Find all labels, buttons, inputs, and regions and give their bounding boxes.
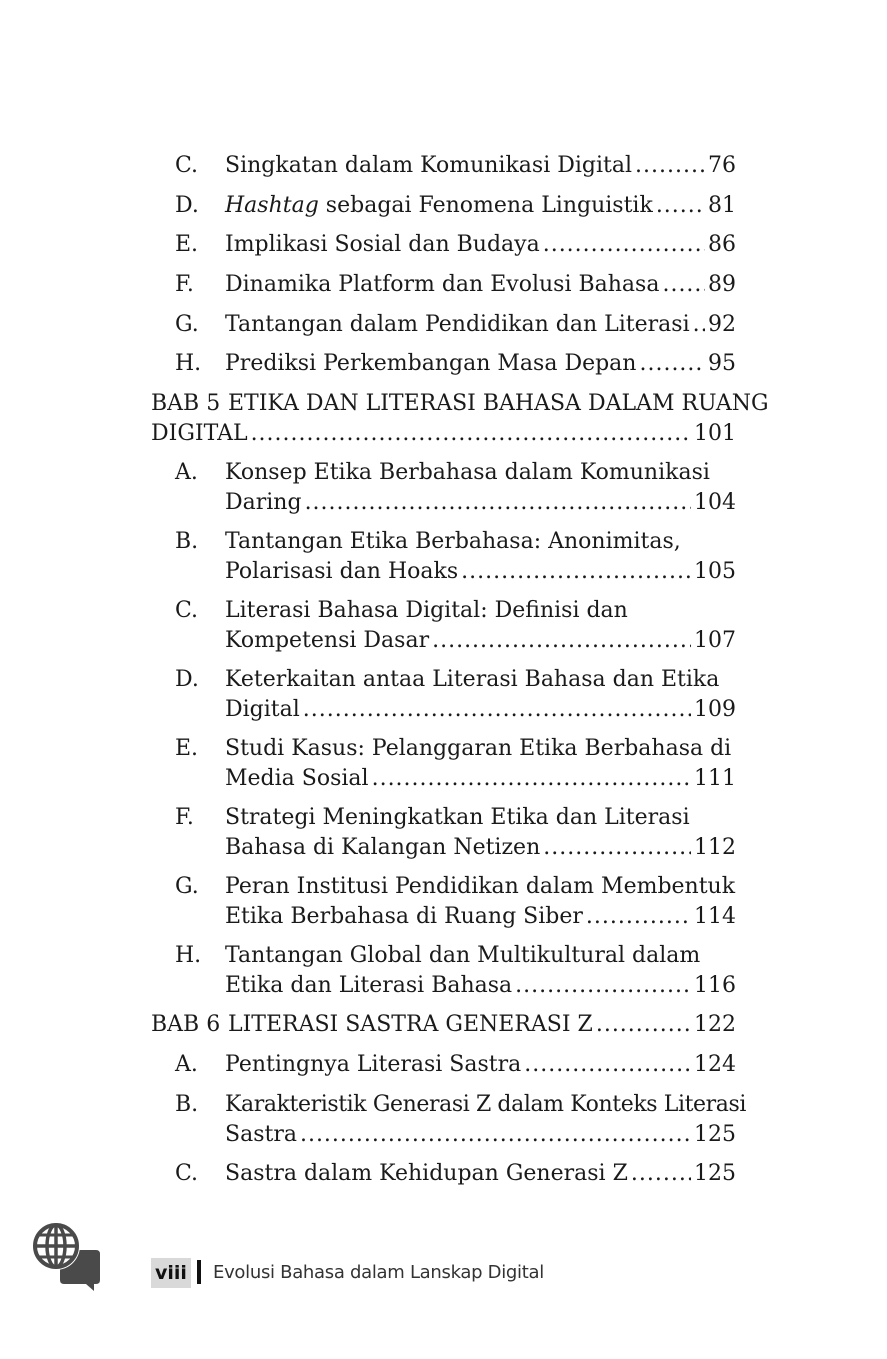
chapter-label: BAB 5 <box>151 391 221 416</box>
page-number: viii <box>151 1258 191 1288</box>
entry-page: 114 <box>694 904 736 929</box>
chapter-page: 101 <box>694 421 736 446</box>
entry-title: Konsep Etika Berbahasa dalam Komunikasi <box>225 460 710 485</box>
book-title: Evolusi Bahasa dalam Lanskap Digital <box>213 1262 544 1283</box>
leader-dots <box>543 833 691 863</box>
chapter-title: LITERASI SASTRA GENERASI Z <box>228 1012 593 1037</box>
entry-letter: A. <box>175 460 198 485</box>
entry-letter: B. <box>175 1092 199 1117</box>
leader-dots <box>305 488 691 518</box>
entry-title-cont: Kompetensi Dasar <box>225 628 430 653</box>
entry-page: 111 <box>694 766 736 791</box>
entry-title: Pentingnya Literasi Sastra <box>225 1052 522 1077</box>
leader-dots <box>693 310 705 340</box>
entry-title: Karakteristik Generasi Z dalam Konteks Literasi <box>225 1092 747 1117</box>
entry-letter: E. <box>175 232 199 257</box>
entry-title: Tantangan dalam Pendidikan dan Literasi <box>225 312 690 337</box>
entry-title-cont: Etika Berbahasa di Ruang Siber <box>225 904 583 929</box>
leader-dots <box>300 1120 691 1150</box>
entry-letter: C. <box>175 1161 199 1186</box>
entry-title: Tantangan Global dan Multikultural dalam <box>225 943 701 968</box>
entry-title: Literasi Bahasa Digital: Definisi dan <box>225 598 628 623</box>
entry-page: 116 <box>694 973 736 998</box>
entry-page: 76 <box>708 153 736 178</box>
chapter-label: BAB 6 <box>151 1012 221 1037</box>
leader-dots <box>515 971 691 1001</box>
leader-dots <box>631 1159 691 1189</box>
entry-page: 89 <box>708 272 736 297</box>
entry-letter: G. <box>175 874 199 899</box>
entry-title: Studi Kasus: Pelanggaran Etika Berbahasa di <box>225 736 732 761</box>
entry-title: Dinamika Platform dan Evolusi Bahasa <box>225 272 660 297</box>
entry-title: Tantangan Etika Berbahasa: Anonimitas, <box>225 529 681 554</box>
entry-title: Singkatan dalam Komunikasi Digital <box>225 153 633 178</box>
entry-page: 112 <box>694 835 736 860</box>
entry-page: 81 <box>708 193 736 218</box>
entry-title-cont: Media Sosial <box>225 766 369 791</box>
leader-dots <box>524 1050 691 1080</box>
entry-title-rest: sebagai Fenomena Linguistik <box>318 193 653 218</box>
entry-page: 125 <box>694 1161 736 1186</box>
entry-title: Implikasi Sosial dan Budaya <box>225 232 540 257</box>
leader-dots <box>596 1010 691 1040</box>
entry-page: 125 <box>694 1122 736 1147</box>
footer-divider <box>197 1260 201 1284</box>
entry-title-cont: Etika dan Literasi Bahasa <box>225 973 513 998</box>
leader-dots <box>461 557 691 587</box>
entry-letter: H. <box>175 351 202 376</box>
leader-dots <box>662 270 705 300</box>
entry-letter: G. <box>175 312 199 337</box>
chapter-title-cont: DIGITAL <box>151 421 248 446</box>
entry-page: 109 <box>694 697 736 722</box>
entry-title-cont: Daring <box>225 490 302 515</box>
entry-title-cont: Bahasa di Kalangan Netizen <box>225 835 541 860</box>
entry-letter: H. <box>175 943 202 968</box>
entry-title-cont: Polarisasi dan Hoaks <box>225 559 459 584</box>
leader-dots <box>635 151 705 181</box>
entry-letter: A. <box>175 1052 198 1077</box>
leader-dots <box>656 191 705 221</box>
entry-letter: C. <box>175 598 199 623</box>
leader-dots <box>586 902 691 932</box>
entry-page: 86 <box>708 232 736 257</box>
entry-page: 107 <box>694 628 736 653</box>
entry-page: 124 <box>694 1052 736 1077</box>
entry-page: 104 <box>694 490 736 515</box>
leader-dots <box>251 419 691 449</box>
leader-dots <box>372 764 691 794</box>
entry-title: Peran Institusi Pendidikan dalam Membentuk <box>225 874 736 899</box>
entry-letter: D. <box>175 193 199 218</box>
entry-title: Sastra dalam Kehidupan Generasi Z <box>225 1161 628 1186</box>
entry-title-cont: Sastra <box>225 1122 297 1147</box>
entry-page: 105 <box>694 559 736 584</box>
entry-title-cont: Digital <box>225 697 300 722</box>
entry-page: 92 <box>708 312 736 337</box>
entry-letter: D. <box>175 667 199 692</box>
entry-letter: C. <box>175 153 199 178</box>
entry-title-italic: Hashtag <box>225 193 319 218</box>
leader-dots <box>303 695 691 725</box>
entry-letter: E. <box>175 736 199 761</box>
entry-letter: B. <box>175 529 199 554</box>
entry-letter: F. <box>175 805 194 830</box>
entry-title: Keterkaitan antaa Literasi Bahasa dan Etika <box>225 667 720 692</box>
entry-title: Prediksi Perkembangan Masa Depan <box>225 351 637 376</box>
chapter-page: 122 <box>694 1012 736 1037</box>
entry-title <box>225 191 653 221</box>
leader-dots <box>432 626 691 656</box>
leader-dots <box>639 349 705 379</box>
entry-page: 95 <box>708 351 736 376</box>
chapter-title: ETIKA DAN LITERASI BAHASA DALAM RUANG <box>228 391 769 416</box>
entry-title: Strategi Meningkatkan Etika dan Literasi <box>225 805 690 830</box>
entry-letter: F. <box>175 272 194 297</box>
globe-chat-icon <box>30 1220 102 1292</box>
leader-dots <box>543 230 705 260</box>
